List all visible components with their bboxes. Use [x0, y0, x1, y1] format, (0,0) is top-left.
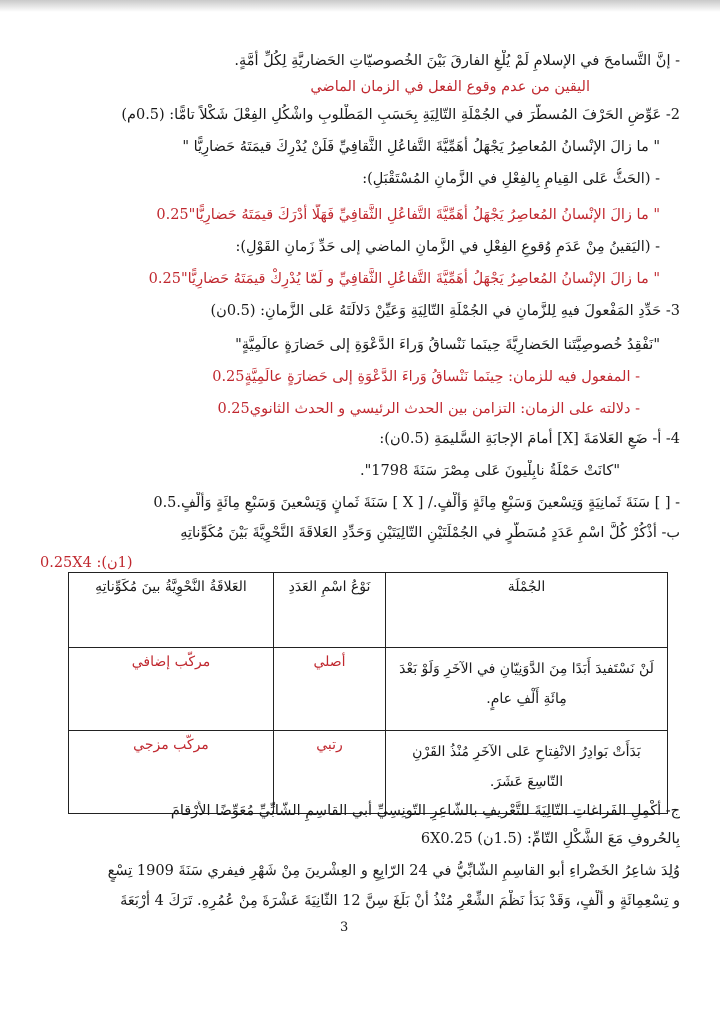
sentence-2: " ما زالَ الإنْسانُ المُعاصِرُ يَجْهَلُ أهَمِّيَّةَ التَّفاعُلِ الثَّقافِيِّ فَلَنْ يُدْرِكَ قيمَتَهُ حَضارِيًّا "	[182, 139, 660, 155]
numbers-table	[68, 572, 668, 814]
paragraph-line-2: و تِسْعِمِائَةٍ و أَلْفٍ، وَقَدْ بَدَأَ نَظْمَ الشِّعْرِ مُنْذُ أَنْ بَلَغَ سِنَّ 12 الثّانِيَةَ عَشْرَةَ مِنْ عُمُرِهِ. تَرَكَ 4 أَرْبَعَةَ	[120, 893, 680, 909]
question-4c-cont: بِالحُروفِ مَعَ الشَّكْلِ التّامِّ: (1.5ن) 6X0.25	[420, 831, 680, 847]
instruction-future: - (الحَثُّ عَلى القِيامِ بِالفِعْلِ في الزَّمانِ المُسْتَقْبَلِ):	[362, 171, 660, 187]
row2-type: رتبي	[274, 731, 386, 814]
row2-sentence: بَدَأَتْ بَوادِرُ الانْفِتاحِ عَلى الآخَرِ مُنْذُ القَرْنِ التّاسِعَ عَشَرَ.	[386, 731, 668, 814]
line-1: - إنَّ التَّسامحَ في الإسلامِ لَمْ يُلْغِ الفارقَ بَيْنَ الخُصوصيّاتِ الحَضاريَّةِ لِكُلِّ أُمَّةٍ.	[234, 53, 680, 69]
header-type: نَوْعُ اسْمِ العَدَدِ	[274, 573, 386, 648]
answer-meaning: - دلالته على الزمان: التزامن بين الحدث الرئيسي و الحدث الثانوي0.25	[217, 401, 640, 417]
row1-sentence: لَنْ نَسْتَفيدَ أَبَدًا مِنَ الدَّوَنِيّانِ في الآخَرِ وَلَوْ بَعْدَ مِائَةِ أَلْفِ عامٍ.	[386, 648, 668, 731]
answer-past: " ما زالَ الإنْسانُ المُعاصِرُ يَجْهَلُ أهَمِّيَّةَ التَّفاعُلِ الثَّقافِيِّ و لَمّا يُدْرِكْ قيمَتَهُ حَضارِيًّا"0.25	[148, 271, 660, 287]
row1-type: أصلي	[274, 648, 386, 731]
question-3: 3- حَدِّدِ المَفْعولَ فيهِ لِلزَّمانِ في الجُمْلَةِ التّالِيَةِ وَعَيِّنْ دَلالَتَهُ عَلى الزَّمانِ: (0.5ن)	[210, 303, 680, 319]
sentence-3: "نَفْقِدُ خُصوصِيَّتَنا الحَضارِيَّةَ حِينَما نَنْساقُ وَراءَ الدَّعْوَةِ إلى حَضارَةٍ عالَمِيَّةٍ"	[235, 337, 660, 353]
question-4c: ج- أَكْمِلِ الفَراغاتِ التّالِيَةَ للتَّعْريفِ بالشّاعِرِ التّونِسِيِّ أبي القاسِمِ الشّابِّيِّ مُعَوِّضًا الأَرْقامَ	[170, 803, 680, 819]
choices-4a: - [ ] سَنَةَ ثَمانِيَةٍ وَتِسْعينَ وَسَبْعِ مِائَةٍ وَأَلْفٍ./ [ X ] سَنَةَ ثَمانٍ وَتِسْعينَ وَسَبْعِ مِائَةٍ وَأَلْفٍ.0.5	[153, 495, 680, 511]
instruction-past: - (اليَقينُ مِنْ عَدَمِ وُقوعِ الفِعْلِ في الزَّمانِ الماضي إلى حَدِّ زَمانِ القَوْلِ):	[235, 239, 660, 255]
table-row	[69, 648, 668, 731]
row2-relation: مركّب مزجي	[69, 731, 274, 814]
header-relation: العَلاقَةُ النَّحْوِيَّةُ بينَ مُكَوِّناتِهِ	[69, 573, 274, 648]
table-header-row	[69, 573, 668, 648]
scan-edge	[0, 0, 720, 12]
header-sentence: الجُمْلَة	[386, 573, 668, 648]
paragraph-line-1: وُلِدَ شاعِرُ الخَضْراءِ أبو القاسِمِ الشّابِّيُّ في 24 الرّابِعِ و العِشْرينَ مِنْ شَهْرِ فيفري سَنَةَ 1909 تِسْعٍ	[107, 863, 680, 879]
question-4a: 4- أ- ضَعِ العَلامَةَ [X] أمامَ الإجابَةِ السَّليمَةِ (0.5ن):	[379, 431, 680, 447]
row1-relation: مركّب إضافي	[69, 648, 274, 731]
answer-adverb: - المفعول فيه للزمان: حِينَما نَنْساقُ وَراءَ الدَّعْوَةِ إلى حَضارَةٍ عالَمِيَّةٍ0.25	[212, 369, 640, 385]
score-4b: (1ن): 0.25X4	[40, 555, 133, 571]
answer-line-2: اليقين من عدم وقوع الفعل في الزمان الماضي	[310, 79, 590, 95]
question-2: 2- عَوِّضِ الحَرْفَ المُسطَّرَ في الجُمْلَةِ التّالِيَةِ بِحَسَبِ المَطْلوبِ واشْكُلِ الفِعْلَ شَكْلاً تامًّا: (0.5م)	[121, 107, 680, 123]
answer-future: " ما زالَ الإنْسانُ المُعاصِرُ يَجْهَلُ أهَمِّيَّةَ التَّفاعُلِ الثَّقافِيِّ فَهَلّا أدْرَكَ قيمَتَهُ حَضارِيًّا"0.25	[156, 207, 660, 223]
sentence-4a: "كانَتْ حَمْلَةُ نابِلْيونَ عَلى مِصْرَ سَنَةَ 1798".	[359, 463, 620, 479]
page-number: 3	[340, 920, 349, 935]
question-4b: ب- أُذْكُرْ كُلَّ اسْمِ عَدَدٍ مُسَطَّرٍ في الجُمْلَتَيْنِ التّالِيَتَيْنِ وَحَدِّدِ العَلاقَةَ النَّحْوِيَّةَ بَيْنَ مُكَوِّناتِهِ	[180, 525, 680, 541]
